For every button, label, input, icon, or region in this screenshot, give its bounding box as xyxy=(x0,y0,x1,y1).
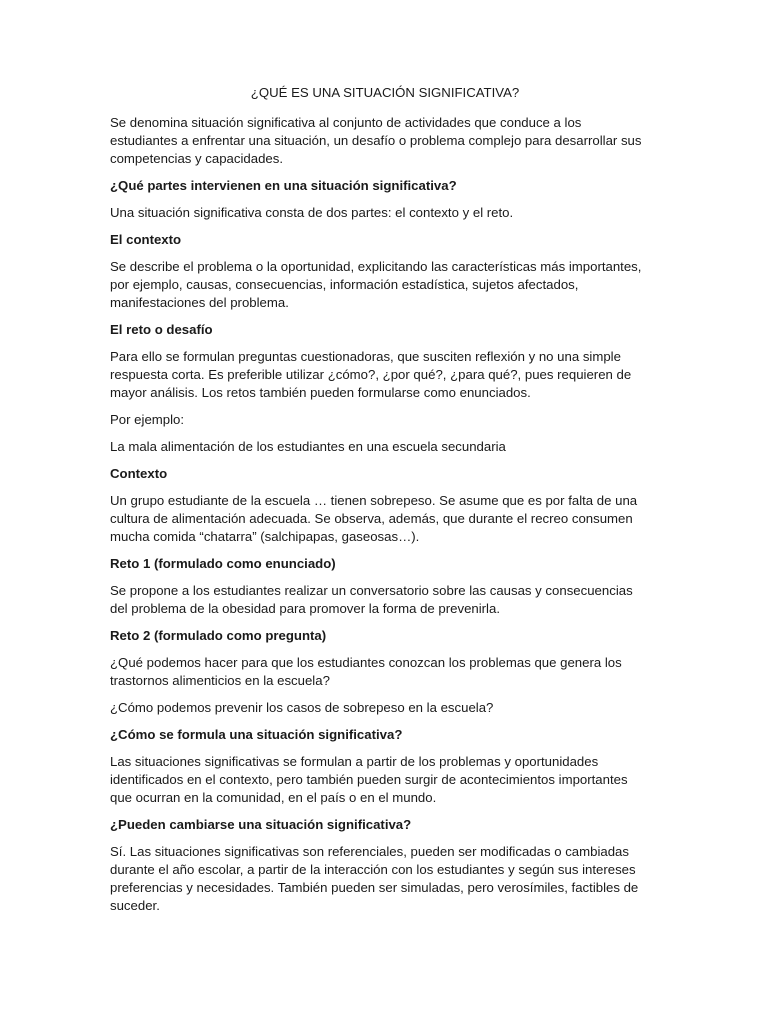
section-heading: El contexto xyxy=(110,232,182,247)
section-heading: El reto o desafío xyxy=(110,322,213,337)
paragraph: Una situación significativa consta de dos partes: el contexto y el reto. xyxy=(110,205,514,220)
section-heading: ¿Cómo se formula una situación significativa? xyxy=(110,727,403,742)
section-heading: ¿Qué partes intervienen en una situación significativa? xyxy=(110,178,457,193)
paragraph: Para ello se formulan preguntas cuestionadoras, que susciten reflexión y no una simple respuesta corta. Es preferible utilizar ¿cómo?, ¿por qué?, ¿para qué?, pues requieren de mayor análisis. Los retos también pueden formularse como enunciados. xyxy=(110,349,632,400)
paragraph: Por ejemplo: xyxy=(110,412,185,427)
section-heading: ¿Pueden cambiarse una situación significativa? xyxy=(110,817,412,832)
paragraph: Un grupo estudiante de la escuela … tienen sobrepeso. Se asume que es por falta de una cultura de alimentación adecuada. Se observa, además, que durante el recreo consumen mucha comida “chatarra” (salchipapas, gaseosas…). xyxy=(110,493,638,544)
paragraph: Sí. Las situaciones significativas son referenciales, pueden ser modificadas o cambiadas durante el año escolar, a partir de la interacción con los estudiantes y según sus intereses preferencias y necesidades. También pueden ser simuladas, pero verosímiles, factibles de suceder. xyxy=(110,844,639,913)
paragraph: Se propone a los estudiantes realizar un conversatorio sobre las causas y consecuencias del problema de la obesidad para promover la forma de prevenirla. xyxy=(110,583,633,616)
paragraph: Las situaciones significativas se formulan a partir de los problemas y oportunidades identificados en el contexto, pero también pueden surgir de acontecimientos importantes que ocurran en la comunidad, en el país o en el mundo. xyxy=(110,754,628,805)
paragraph: Se describe el problema o la oportunidad, explicitando las características más importantes, por ejemplo, causas, consecuencias, información estadística, sujetos afectados, manifestaciones del problema. xyxy=(110,259,642,310)
document-title: ¿QUÉ ES UNA SITUACIÓN SIGNIFICATIVA? xyxy=(250,85,520,100)
section-heading: Contexto xyxy=(110,466,168,481)
section-heading: Reto 2 (formulado como pregunta) xyxy=(110,628,327,643)
paragraph: Se denomina situación significativa al conjunto de actividades que conduce a los estudiantes a enfrentar una situación, un desafío o problema complejo para desarrollar sus competencias y capacidades. xyxy=(110,115,642,166)
paragraph: La mala alimentación de los estudiantes en una escuela secundaria xyxy=(110,439,506,454)
paragraph: ¿Qué podemos hacer para que los estudiantes conozcan los problemas que genera los trastornos alimenticios en la escuela? xyxy=(110,655,622,688)
section-heading: Reto 1 (formulado como enunciado) xyxy=(110,556,336,571)
paragraph: ¿Cómo podemos prevenir los casos de sobrepeso en la escuela? xyxy=(110,700,494,715)
